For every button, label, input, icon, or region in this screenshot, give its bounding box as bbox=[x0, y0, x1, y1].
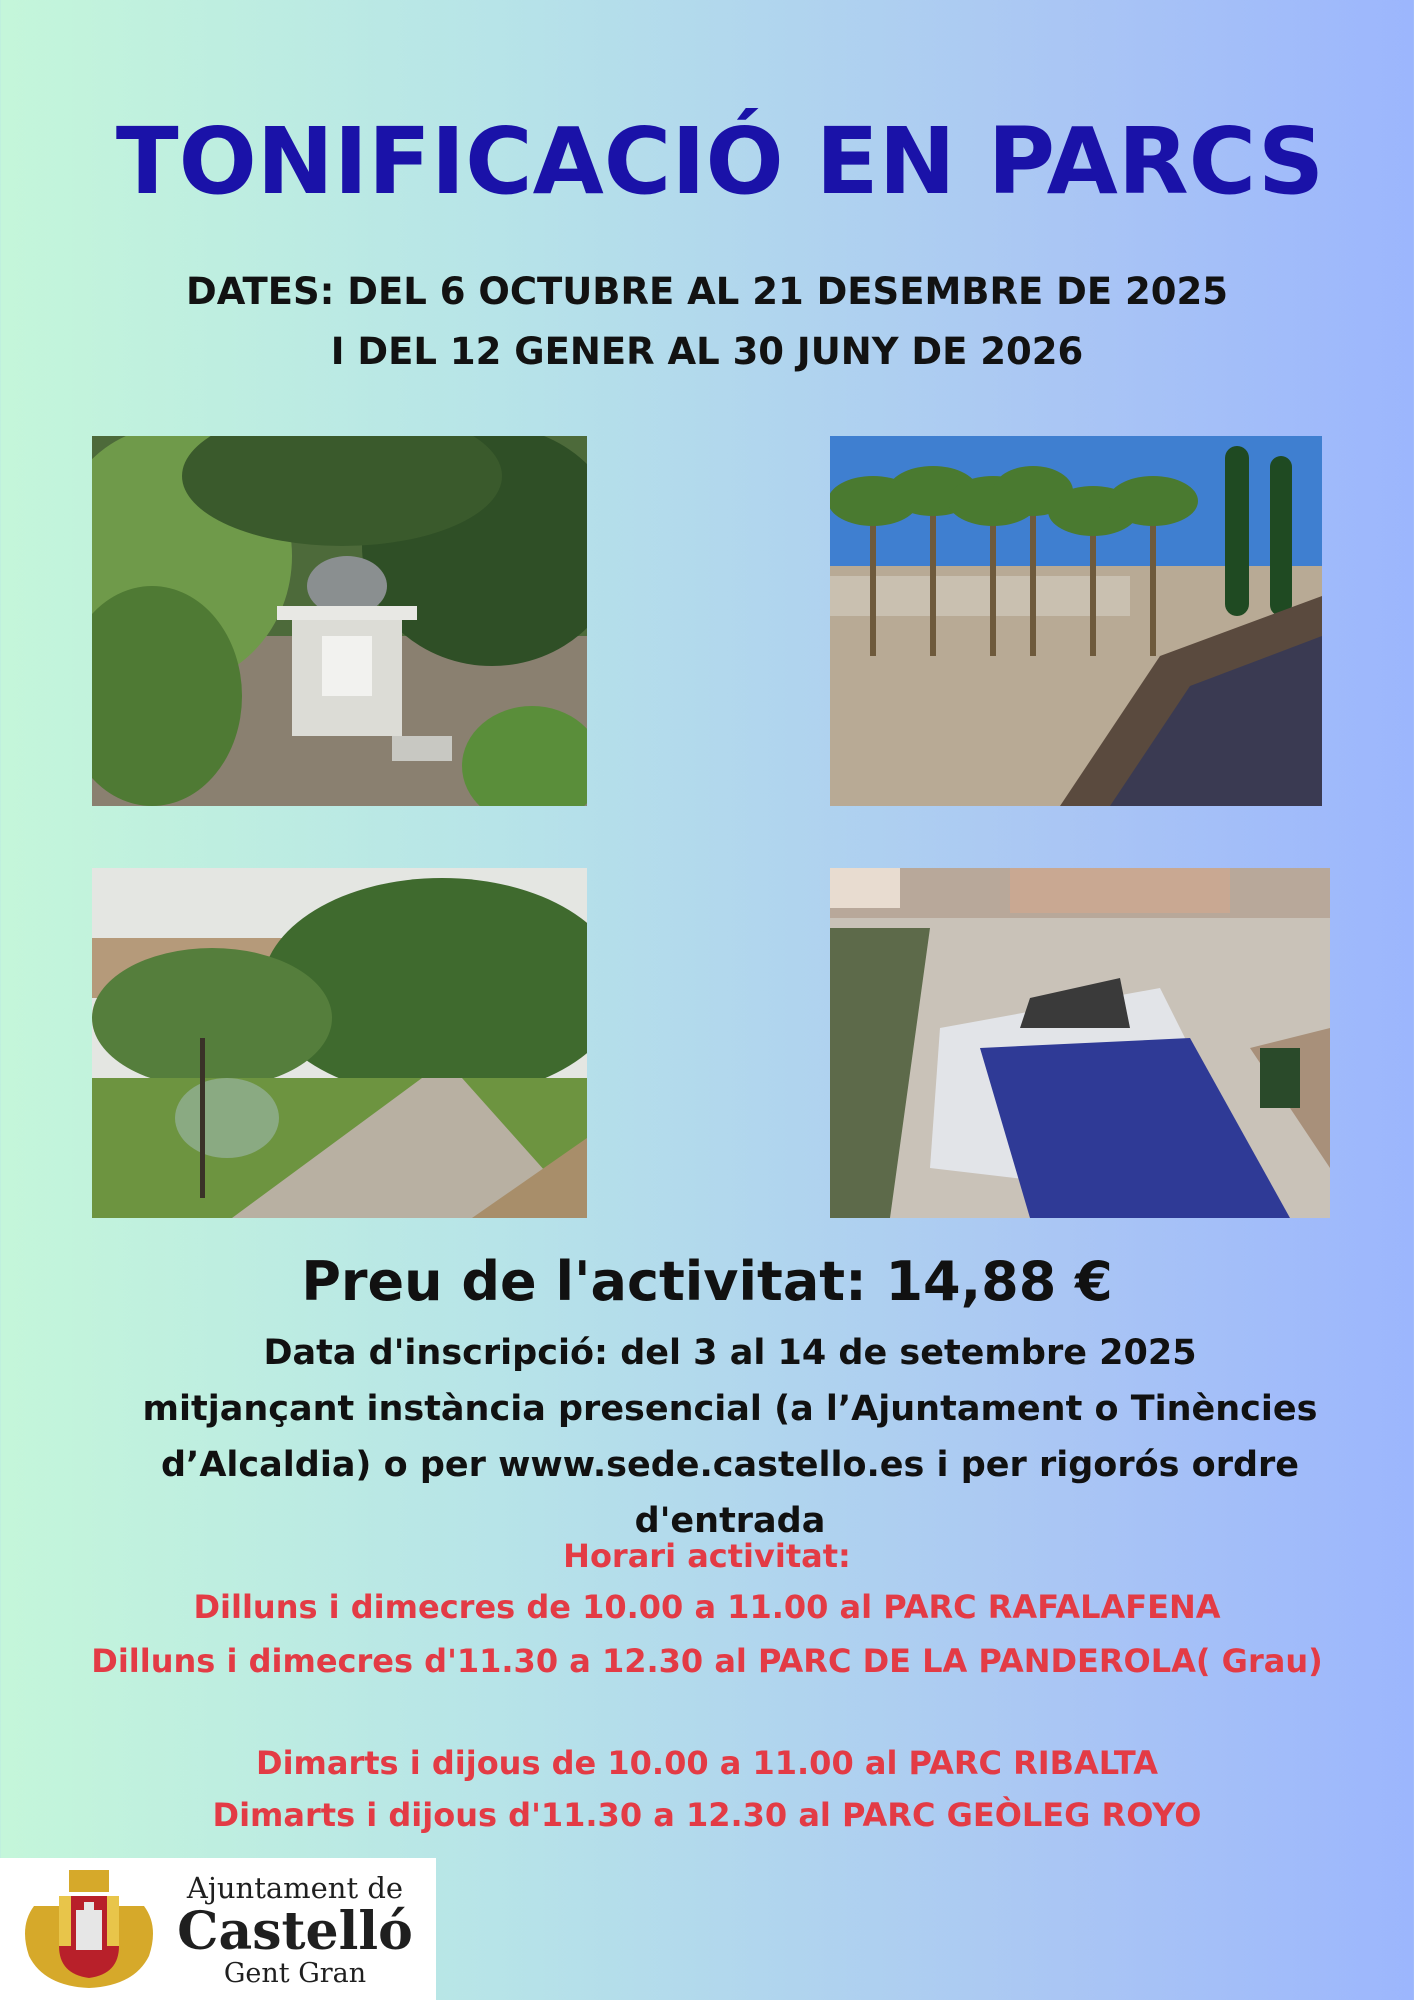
logo-text bbox=[170, 1872, 420, 1988]
coat-of-arms-icon bbox=[14, 1866, 164, 1992]
dates-line-1: DATES: DEL 6 OCTUBRE AL 21 DESEMBRE DE 2025 bbox=[185, 270, 1229, 313]
registration-line-3: d’Alcaldia) o per www.sede.castello.es i per rigorós ordre bbox=[160, 1445, 1300, 1485]
park-amphitheatre-photo bbox=[830, 436, 1322, 806]
park-path-photo bbox=[92, 868, 587, 1218]
dates-line-2: I DEL 12 GENER AL 30 JUNY DE 2026 bbox=[330, 330, 1084, 373]
registration-line-4: d'entrada bbox=[634, 1501, 826, 1541]
registration-line-2: mitjançant instància presencial (a l’Ajuntament o Tinències bbox=[142, 1389, 1318, 1429]
schedule-item-3: Dimarts i dijous de 10.00 a 11.00 al PARC RIBALTA bbox=[256, 1744, 1158, 1782]
schedule-heading: Horari activitat: bbox=[563, 1537, 851, 1575]
logo-line-3: Gent Gran bbox=[223, 1958, 367, 1989]
schedule-item-4: Dimarts i dijous d'11.30 a 12.30 al PARC GEÒLEG ROYO bbox=[212, 1796, 1202, 1834]
activity-price: Preu de l'activitat: 14,88 € bbox=[301, 1250, 1113, 1313]
registration-info bbox=[60, 1325, 1400, 1549]
park-pavilion-photo bbox=[92, 436, 587, 806]
logo-line-2: Castelló bbox=[177, 1901, 413, 1962]
registration-line-1: Data d'inscripció: del 3 al 14 de setembre 2025 bbox=[263, 1333, 1197, 1373]
ajuntament-logo bbox=[0, 1858, 436, 2000]
park-playground-photo bbox=[830, 868, 1330, 1218]
page-title: TONIFICACIÓ EN PARCS bbox=[115, 108, 1325, 215]
schedule-item-1: Dilluns i dimecres de 10.00 a 11.00 al PARC RAFALAFENA bbox=[193, 1588, 1221, 1626]
logo-line-1: Ajuntament de bbox=[186, 1871, 404, 1905]
schedule-item-2: Dilluns i dimecres d'11.30 a 12.30 al PARC DE LA PANDEROLA( Grau) bbox=[91, 1642, 1323, 1680]
